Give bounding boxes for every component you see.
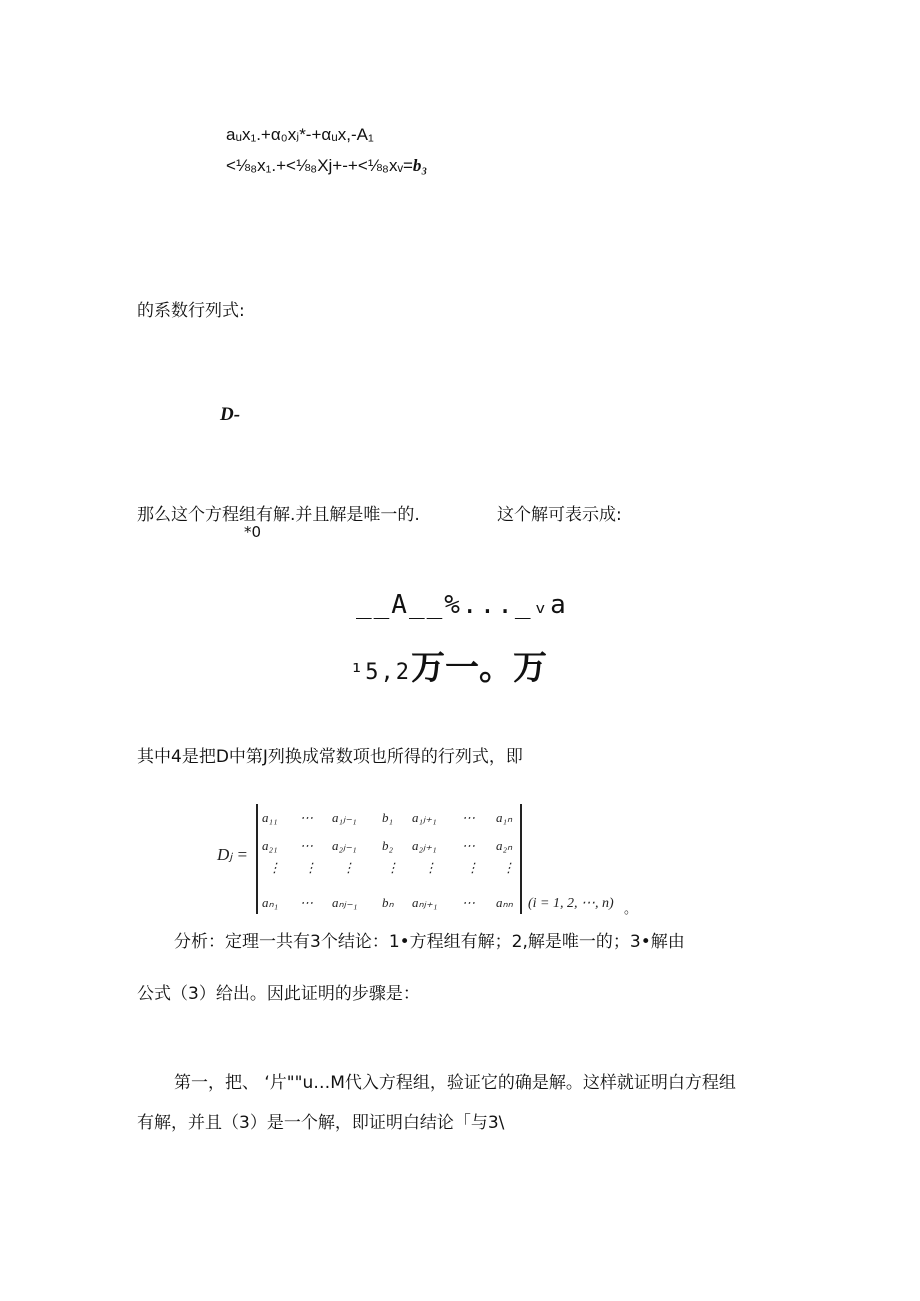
cell-r4-c4: bₙ — [382, 895, 394, 910]
cell-r1-c2: ⋯ — [300, 810, 313, 825]
solution-intro: 那么这个方程组有解.并且解是唯一的. — [137, 505, 420, 525]
matrix-label: Dⱼ = — [217, 845, 248, 864]
star-zero: *0 — [244, 523, 262, 541]
cell-r2-c4: b₂ — [382, 838, 394, 853]
matrix-left-bar — [256, 804, 258, 914]
d-label: D- — [220, 404, 241, 425]
cell-r4-c1: aₙ₁ — [262, 895, 279, 910]
cell-r2-c2: ⋯ — [300, 838, 313, 853]
equation-line-2-body: <⅛₈x₁.+<⅛₈Xj+-+<⅛₈xᵥ= — [226, 156, 413, 175]
cell-r3-c6: ⋮ — [466, 860, 479, 875]
step-one-line-1: 第一，把、 ‘片""u…M代入方程组，验证它的确是解。这样就证明白方程组 — [174, 1073, 736, 1093]
matrix-period: 。 — [624, 902, 638, 917]
solution-form-label: 这个解可表示成: — [497, 505, 622, 525]
equation-line-2-rhs: b₃ — [412, 156, 428, 175]
cell-r4-c3: aₙⱼ₋₁ — [332, 895, 358, 910]
equation-line-1: aᵤx₁.+α₀xⱼ*-+αᵤx,-A₁ — [226, 125, 374, 144]
cell-r1-c3: a₁ⱼ₋₁ — [332, 810, 357, 825]
cell-r4-c6: ⋯ — [462, 895, 475, 910]
matrix-right-bar — [520, 804, 522, 914]
cell-r1-c1: a₁₁ — [262, 810, 278, 825]
formula-row-2-small: ¹5,2 — [350, 660, 411, 685]
cell-r4-c7: aₙₙ — [496, 895, 513, 910]
formula-row-1: __A__%..._ᵥa — [356, 590, 568, 620]
cell-r1-c4: b₁ — [382, 810, 394, 825]
cell-r2-c3: a₂ⱼ₋₁ — [332, 838, 357, 853]
cell-r3-c7: ⋮ — [502, 860, 515, 875]
cell-r2-c7: a₂ₙ — [496, 838, 513, 853]
cell-r3-c5: ⋮ — [424, 860, 437, 875]
cell-r1-c6: ⋯ — [462, 810, 475, 825]
formula-row-2-big: 万一。万 — [410, 648, 547, 688]
cell-r3-c4: ⋮ — [386, 860, 399, 875]
cell-r2-c5: a₂ⱼ₊₁ — [412, 838, 437, 853]
equation-line-2 — [226, 156, 427, 176]
coefficient-determinant-label: 的系数行列式: — [137, 301, 245, 321]
step-one-line-2: 有解，并且（3）是一个解，即证明白结论「与3\ — [137, 1113, 505, 1133]
cell-r4-c5: aₙⱼ₊₁ — [412, 895, 438, 910]
matrix-index-range: (i = 1, 2, ⋯, n) — [528, 896, 614, 911]
dj-description: 其中4是把D中第J列换成常数项也所得的行列式，即 — [137, 747, 523, 767]
cell-r2-c6: ⋯ — [462, 838, 475, 853]
cell-r4-c2: ⋯ — [300, 895, 313, 910]
cell-r1-c5: a₁ⱼ₊₁ — [412, 810, 437, 825]
cell-r3-c1: ⋮ — [268, 860, 281, 875]
cell-r3-c2: ⋮ — [304, 860, 317, 875]
cell-r1-c7: a₁ₙ — [496, 810, 513, 825]
analysis-line-1: 分析：定理一共有3个结论：1•方程组有解；2,解是唯一的；3•解由 — [174, 932, 685, 952]
formula-row-2 — [350, 640, 547, 689]
cell-r3-c3: ⋮ — [342, 860, 355, 875]
analysis-line-2: 公式（3）给出。因此证明的步骤是： — [137, 984, 420, 1004]
cell-r2-c1: a₂₁ — [262, 838, 278, 853]
